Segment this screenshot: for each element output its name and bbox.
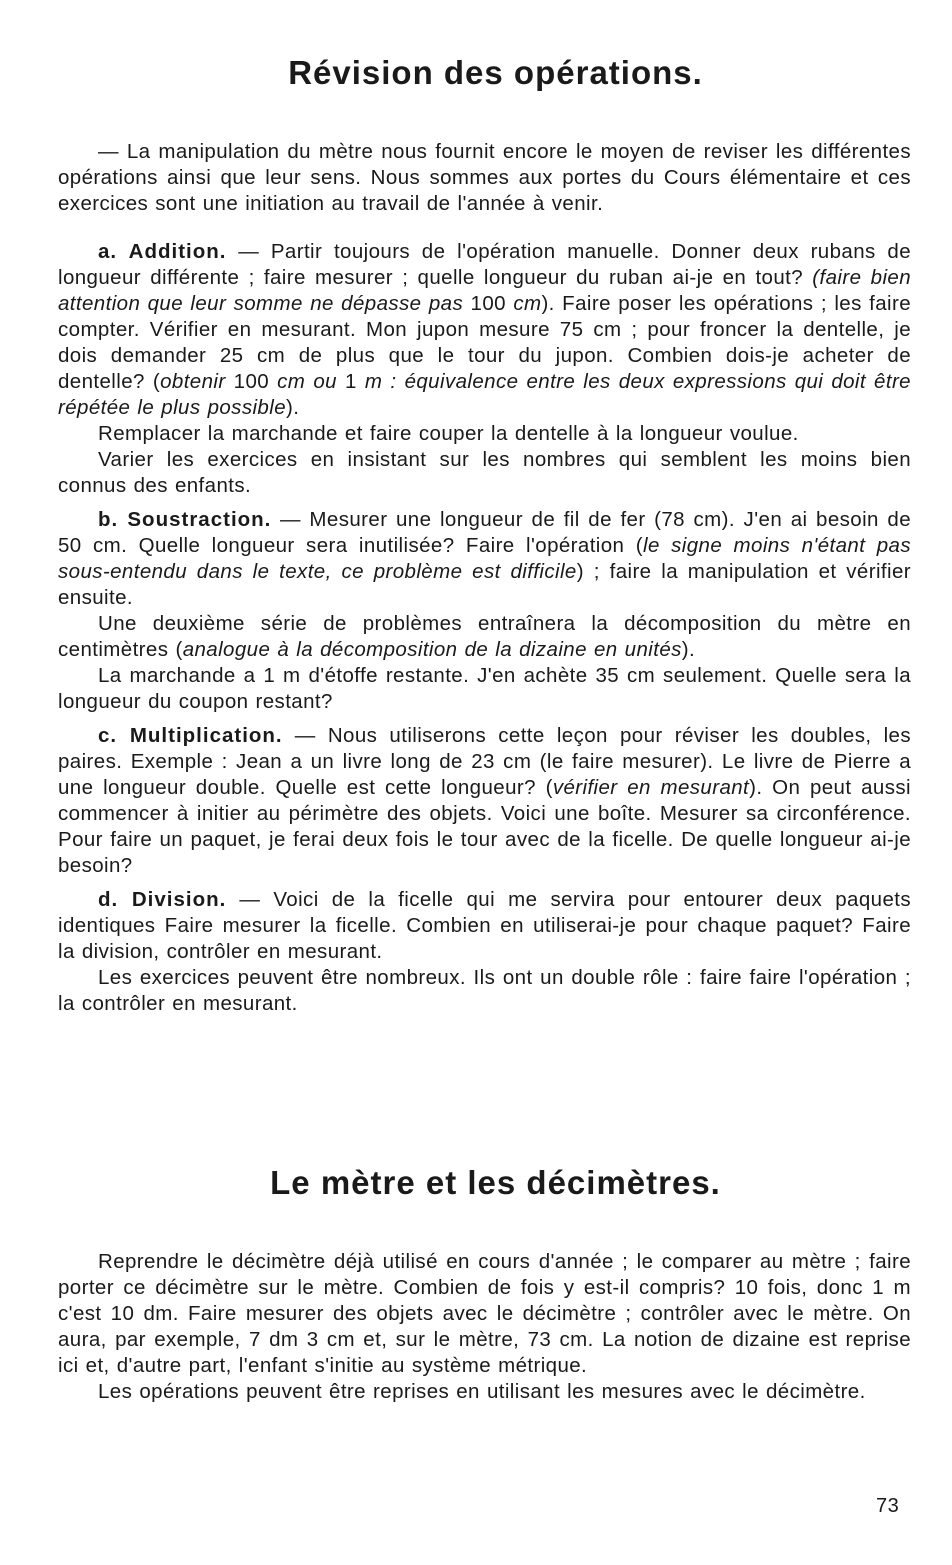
addition-paragraph: [58, 239, 911, 421]
soustraction-text: — Mesurer une longueur de fil de fer (78 cm). J'en ai besoin de 50 cm. Quelle longueur sera inutilisée? Faire l'opération (: [58, 508, 911, 558]
soustraction-paragraph: [58, 507, 911, 611]
division-paragraph: [58, 887, 911, 965]
addition-label: a. Addition.: [98, 240, 227, 264]
addition-italic-obtain: obtenir: [160, 370, 226, 394]
soustraction-label: b. Soustraction.: [98, 508, 272, 532]
section-revision-operations: [58, 55, 911, 1017]
page-number: 73: [876, 1495, 900, 1517]
division-label: d. Division.: [98, 888, 227, 912]
soustraction-paragraph-2: [58, 611, 911, 663]
metre-paragraph-2: Les opérations peuvent être reprises en utilisant les mesures avec le décimètre.: [98, 1380, 866, 1404]
division-paragraph-2: Les exercices peuvent être nombreux. Ils ont un double rôle : faire faire l'opération ; la contrôler en mesurant.: [58, 966, 911, 1016]
addition-text: — Partir toujours de l'opération manuelle. Donner deux rubans de longueur différente ; faire mesurer ; quelle longueur du ruban ai-je en tout?: [58, 240, 911, 290]
addition-paragraph-2: Remplacer la marchande et faire couper la dentelle à la longueur voulue.: [98, 422, 799, 446]
multiplication-text-end: ). On peut aussi commencer à initier au périmètre des objets. Voici une boîte. Mesurer sa circonférence. Pour faire un paquet, je ferai deux fois le tour avec de la ficelle. De quelle longueur ai-je besoin?: [58, 776, 911, 878]
soustraction-p2-italic: analogue à la décomposition de la dizaine en unités: [182, 638, 682, 662]
soustraction-paragraph-3: La marchande a 1 m d'étoffe restante. J'en achète 35 cm seulement. Quelle sera la longueur du coupon restant?: [58, 664, 911, 714]
metre-paragraph-1: Reprendre le décimètre déjà utilisé en cours d'année ; le comparer au mètre ; faire porter ce décimètre sur le mètre. Combien de fois y est-il compris? 10 fois, donc 1 m c'est 10 dm. Faire mesurer des objets avec le décimètre ; contrôler avec le mètre. On aura, par exemple, 7 dm 3 cm et, sur le mètre, 73 cm. La notion de dizaine est reprise ici et, d'autre part, l'enfant s'initie au système métrique.: [58, 1250, 911, 1378]
division-text: — Voici de la ficelle qui me servira pour entourer deux paquets identiques Faire mesurer la ficelle. Combien en utiliserai-je pour chaque paquet? Faire la division, contrôler en mesurant.: [58, 888, 911, 964]
soustraction-p2-end: ).: [681, 638, 696, 662]
addition-number-100: 100: [225, 370, 278, 394]
multiplication-paragraph: [58, 723, 911, 879]
addition-italic-equivalence: m : équivalence entre les deux expressions qui doit être répétée le plus possible: [58, 370, 911, 420]
addition-paragraph-3: Varier les exercices en insistant sur les nombres qui semblent les moins bien connus des enfants.: [58, 448, 911, 498]
intro-paragraph: — La manipulation du mètre nous fournit encore le moyen de reviser les différentes opérations ainsi que leur sens. Nous sommes aux portes du Cours élémentaire et ces exercices sont une initiation au travail de l'année à venir.: [58, 140, 911, 216]
section-title: Révision des opérations.: [288, 54, 703, 91]
addition-number: 100: [470, 292, 506, 316]
addition-italic-note: (faire bien attention que leur somme ne dépasse pas: [58, 266, 911, 316]
addition-close: ).: [286, 396, 300, 420]
soustraction-italic-note: le signe moins n'étant pas sous-entendu dans le texte, ce problème est difficile: [58, 534, 911, 584]
multiplication-text: — Nous utiliserons cette leçon pour réviser les doubles, les paires. Exemple : Jean a un livre long de 23 cm (le faire mesurer). Le livre de Pierre a une longueur double. Quelle est cette longueur? (: [58, 724, 911, 800]
addition-italic-cm-ou: cm ou: [277, 370, 337, 394]
multiplication-label: c. Multiplication.: [98, 724, 283, 748]
section-title-2: Le mètre et les décimètres.: [270, 1164, 721, 1201]
addition-unit: cm: [505, 292, 542, 316]
addition-number-1: 1: [336, 370, 365, 394]
soustraction-p2-text: Une deuxième série de problèmes entraînera la décomposition du mètre en centimètres (: [58, 612, 911, 662]
addition-text-continued: ). Faire poser les opérations ; les faire compter. Vérifier en mesurant. Mon jupon mesure 75 cm ; pour froncer la dentelle, je dois demander 25 cm de plus que le tour du jupon. Combien dois-je acheter de dentelle? (: [58, 292, 911, 394]
section-metre-decimetres: [58, 1165, 911, 1405]
soustraction-text-end: ) ; faire la manipulation et vérifier ensuite.: [58, 560, 911, 610]
multiplication-italic: vérifier en mesurant: [552, 776, 750, 800]
